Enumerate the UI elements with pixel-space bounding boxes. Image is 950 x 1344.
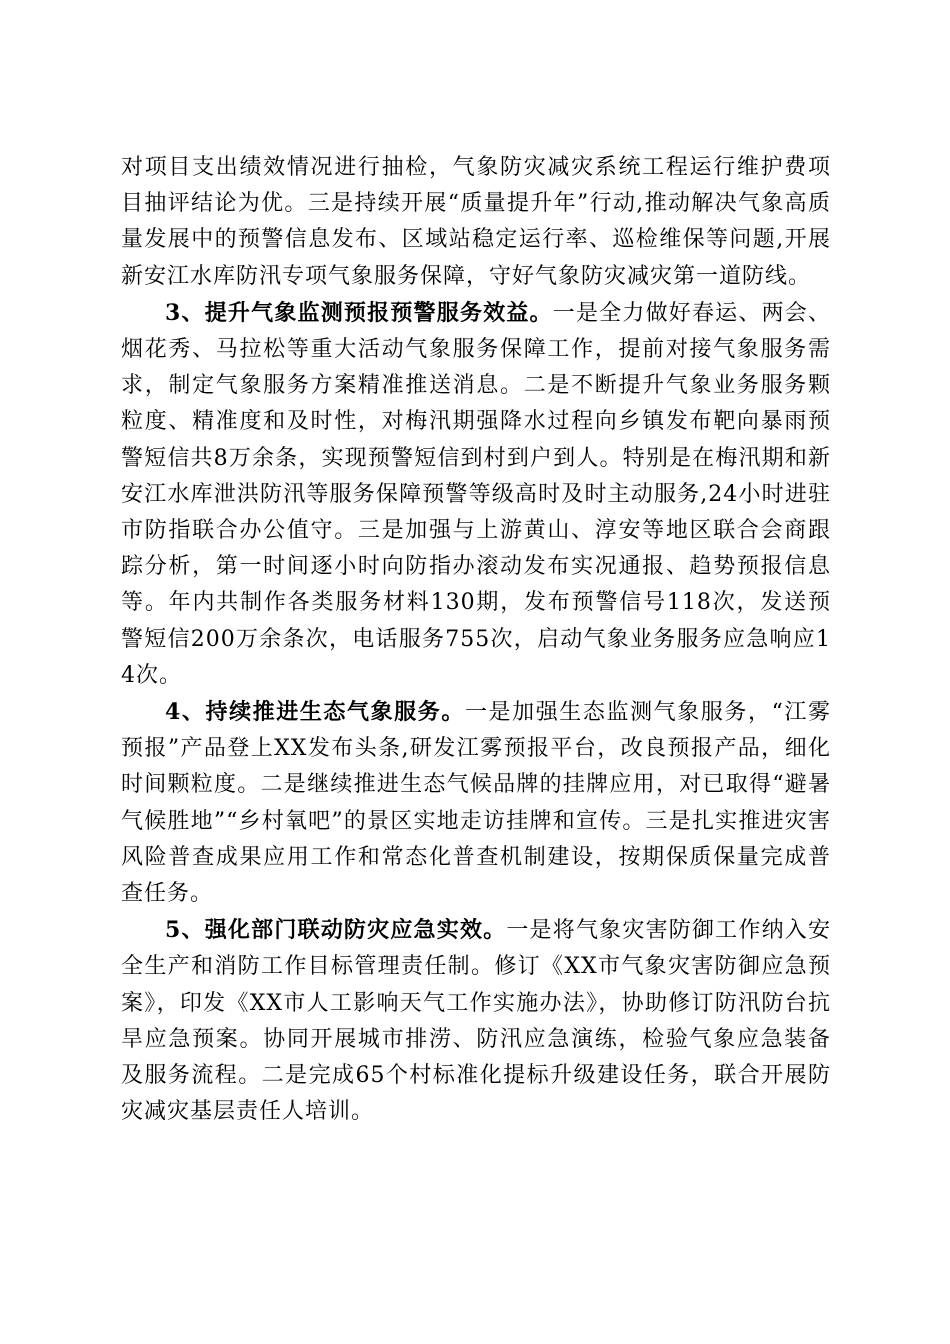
document-body [121,150,831,1130]
paragraph-text: 对项目支出绩效情况进行抽检，气象防灾减灾系统工程运行维护费项目抽评结论为优。三是持续开展“质量提升年”行动,推动解决气象高质量发展中的预警信息发布、区域站稳定运行率、巡检维保等问题,开展新安江水库防汛专项气象服务保障，守好气象防灾减灾第一道防线。 [121,155,831,289]
paragraph-text: 一是将气象灾害防御工作纳入安全生产和消防工作目标管理责任制。修订《XX市气象灾害防御应急预案》，印发《XX市人工影响天气工作实施办法》，协助修订防汛防台抗旱应急预案。协同开展城市排涝、防汛应急演练，检验气象应急装备及服务流程。二是完成65个村标准化提标升级建设任务，联合开展防灾减灾基层责任人培训。 [121,918,831,1125]
paragraph-text: 一是全力做好春运、两会、烟花秀、马拉松等重大活动气象服务保障工作，提前对接气象服务需求，制定气象服务方案精准推送消息。二是不断提升气象业务服务颗粒度、精准度和及时性，对梅汛期强降水过程向乡镇发布靶向暴雨预警短信共8万余条，实现预警短信到村到户到人。特别是在梅汛期和新安江水库泄洪防汛等服务保障预警等级高时及时主动服务,24小时进驻市防指联合办公值守。三是加强与上游黄山、淳安等地区联合会商跟踪分析，第一时间逐小时向防指办滚动发布实况通报、趋势预报信息等。年内共制作各类服务材料130期，发布预警信号118次，发送预警短信200万余条次，电话服务755次，启动气象业务服务应急响应14次。 [121,300,832,688]
section-heading-3: 3、提升气象监测预报预警服务效益。 [165,299,553,326]
paragraph-ecological-service [121,694,831,912]
paragraph-forecast-warning-service [121,295,831,694]
paragraph-text: 一是加强生态监测气象服务，“江雾预报”产品登上XX发布头条,研发江雾预报平台，改良预报产品，细化时间颗粒度。二是继续推进生态气候品牌的挂牌应用，对已取得“避暑气候胜地”“乡村氧吧”的景区实地走访挂牌和宣传。三是扎实推进灾害风险普查成果应用工作和常态化普查机制建设，按期保质保量完成普查任务。 [121,700,832,907]
section-heading-5: 5、强化部门联动防灾应急实效。 [165,917,507,944]
section-heading-4: 4、持续推进生态气象服务。 [165,699,465,726]
paragraph-department-linkage [121,912,831,1130]
paragraph-project-expenditure [121,150,831,295]
